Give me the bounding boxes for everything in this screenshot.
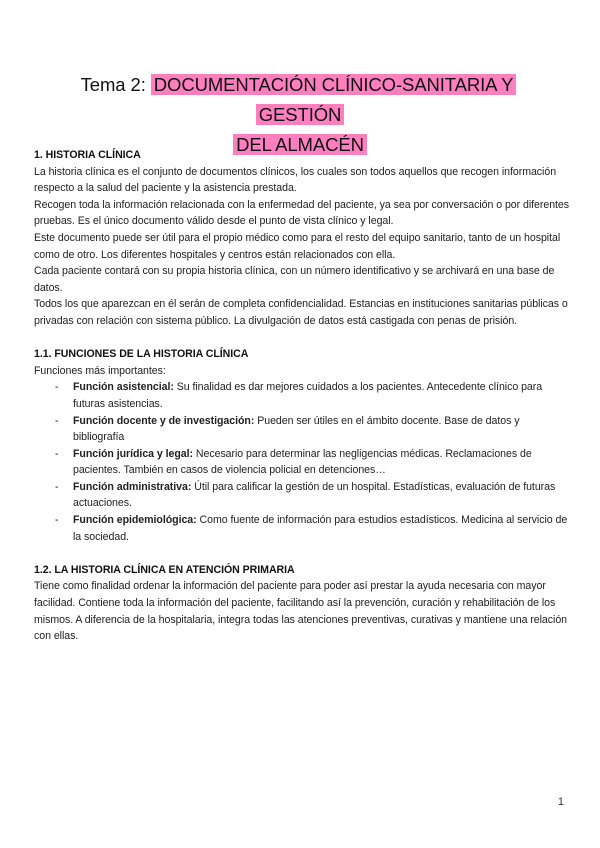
item-term: Función epidemiológica: xyxy=(73,514,197,527)
document-body xyxy=(34,147,572,645)
functions-list xyxy=(34,379,572,545)
section-heading-funciones: 1.1. FUNCIONES DE LA HISTORIA CLÍNICA xyxy=(34,348,249,361)
item-term: Función asistencial: xyxy=(73,381,174,394)
list-item xyxy=(34,413,572,446)
paragraph: Cada paciente contará con su propia historia clínica, con un número identificativo y se archivará en una base de datos. xyxy=(34,265,555,294)
title-highlight-line1: DOCUMENTACIÓN CLÍNICO-SANITARIA Y GESTIÓN xyxy=(151,74,517,125)
list-intro: Funciones más importantes: xyxy=(34,364,166,377)
item-term: Función administrativa: xyxy=(73,480,192,493)
list-item xyxy=(34,379,572,412)
dash-bullet: - xyxy=(55,414,59,427)
item-text: Útil para calificar la gestión de un hospital. Estadísticas, evaluación de futuras actuaciones. xyxy=(73,480,556,510)
page-number: 1 xyxy=(557,796,564,808)
dash-bullet: - xyxy=(55,514,59,527)
paragraph: Este documento puede ser útil para el propio médico como para el resto del equipo sanitario, tanto de un hospital como de otro. Los diferentes hospitales y centros están relacionados con ella. xyxy=(34,231,561,261)
dash-bullet: - xyxy=(55,381,59,394)
paragraph: La historia clínica es el conjunto de documentos clínicos, los cuales son todos aquellos que recogen información respecto a la salud del paciente y la asistencia prestada. xyxy=(34,165,557,195)
list-item xyxy=(34,512,572,545)
section-heading-historia-clinica: 1. HISTORIA CLÍNICA xyxy=(34,149,141,161)
item-term: Función docente y de investigación: xyxy=(73,414,255,427)
title-prefix: Tema 2: xyxy=(80,74,151,95)
item-text: Necesario para determinar las negligencias médicas. Reclamaciones de pacientes. También en casos de violencia policial en detenciones… xyxy=(73,447,532,477)
item-text: Pueden ser útiles en el ámbito docente. Base de datos y bibliografía xyxy=(73,414,520,444)
list-item xyxy=(34,446,572,479)
item-text: Su finalidad es dar mejores cuidados a los pacientes. Antecedente clínico para futuras asistencias. xyxy=(73,381,543,410)
title-highlight-line2: DEL ALMACÉN xyxy=(233,134,367,155)
item-term: Función jurídica y legal: xyxy=(73,447,194,460)
paragraph: Todos los que aparezcan en él serán de completa confidencialidad. Estancias en instituciones sanitarias públicas o privadas con relación con sistema público. La divulgación de datos está castigada con penas de prisión. xyxy=(34,298,568,327)
list-item xyxy=(34,479,572,512)
paragraph: Tiene como finalidad ordenar la información del paciente para poder así prestar la ayuda necesaria con mayor facilidad. Contiene toda la información del paciente, facilitando así la prevención, curación y rehabilitación de los mismos. A diferencia de la hospitalaria, integra todas las atenciones preventivas, curativas y mantiene una relación con ellas. xyxy=(34,580,568,643)
paragraph: Recogen toda la información relacionada con la enfermedad del paciente, ya sea por conversación o por diferentes pruebas. Es el único documento válido desde el punto de vista clínico y legal. xyxy=(34,198,570,228)
section-heading-atencion-primaria: 1.2. LA HISTORIA CLÍNICA EN ATENCIÓN PRIMARIA xyxy=(34,563,295,576)
dash-bullet: - xyxy=(55,480,59,493)
item-text: Como fuente de información para estudios estadísticos. Medicina al servicio de la sociedad. xyxy=(73,514,568,543)
dash-bullet: - xyxy=(55,447,59,460)
